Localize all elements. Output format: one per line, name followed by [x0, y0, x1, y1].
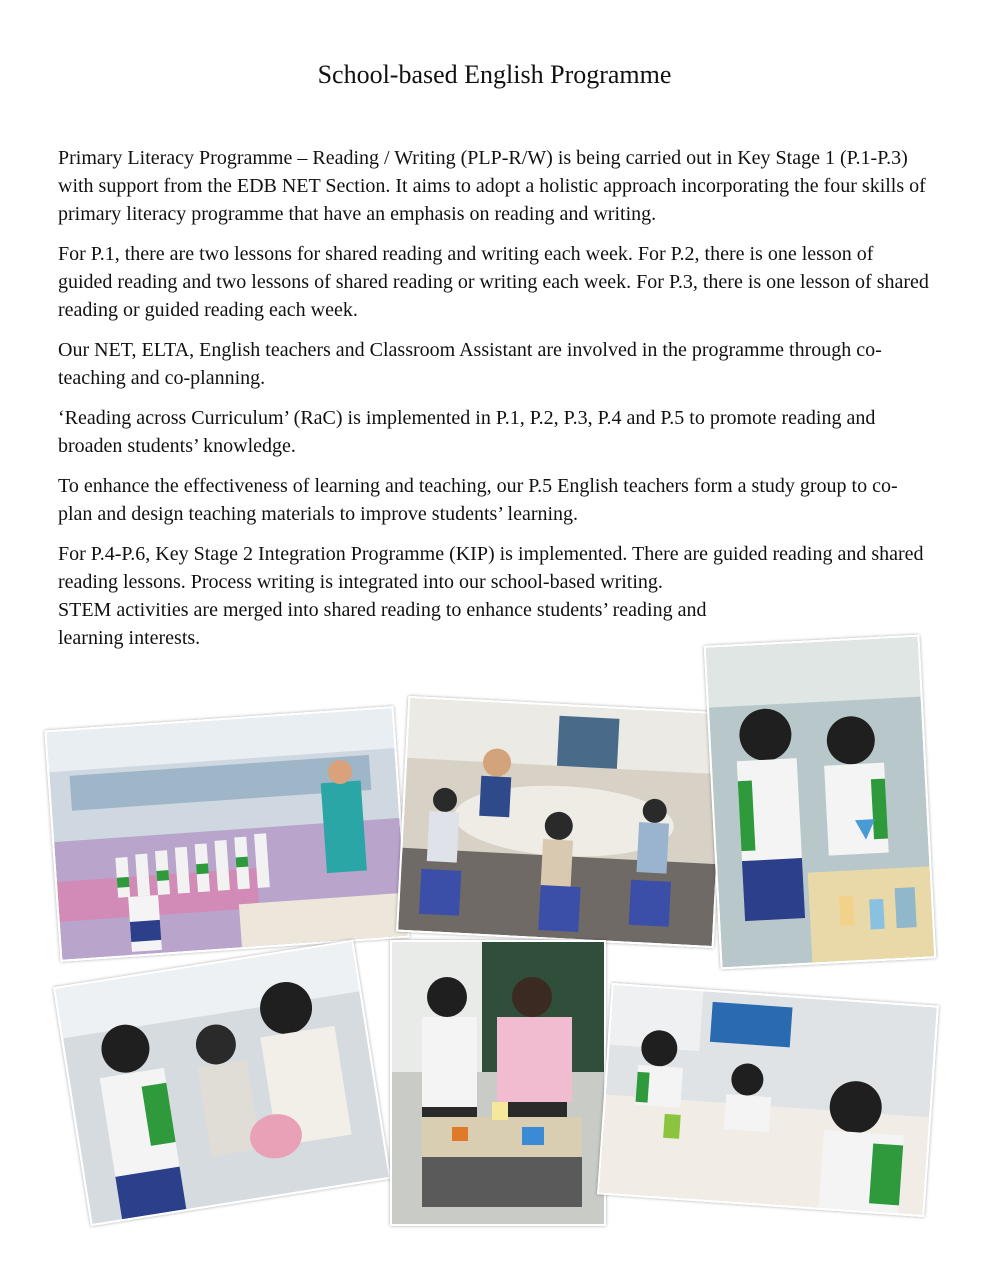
photo-classroom-assembly [44, 706, 409, 962]
page-title: School-based English Programme [317, 60, 672, 89]
paragraph-kip-main: For P.4-P.6, Key Stage 2 Integration Programme (KIP) is implemented. There are guided reading and shared reading lessons. Process writing is integrated into our school-based writing. [58, 543, 924, 593]
body-text [58, 144, 930, 664]
paragraph-rac: ‘Reading across Curriculum’ (RaC) is implemented in P.1, P.2, P.3, P.4 and P.5 to promote reading and broaden students’ knowledge. [58, 407, 876, 457]
paragraph-plp: Primary Literacy Programme – Reading / Writing (PLP-R/W) is being carried out in Key Stage 1 (P.1-P.3) with support from the EDB NET Section. It aims to adopt a holistic approach incorporating the four skills of primary literacy programme that have an emphasis on reading and writing. [58, 147, 926, 225]
photo-stem-balloon [53, 940, 391, 1227]
photo-stem-demonstration [390, 940, 606, 1226]
paragraph-lessons: For P.1, there are two lessons for shared reading and writing each week. For P.2, there is one lesson of guided reading and two lessons of shared reading or writing each week. For P.3, there is one lesson of shared reading or guided reading each week. [58, 243, 929, 321]
paragraph-kip-stem: STEM activities are merged into shared reading to enhance students’ reading and learning interests. [58, 599, 707, 649]
photo-stem-funnel [704, 635, 937, 970]
photo-guided-reading [396, 696, 726, 948]
paragraph-kip [58, 540, 930, 652]
photo-writing-lesson [597, 983, 939, 1217]
paragraph-teachers: Our NET, ELTA, English teachers and Classroom Assistant are involved in the programme through co-teaching and co-planning. [58, 339, 882, 389]
paragraph-study-group: To enhance the effectiveness of learning and teaching, our P.5 English teachers form a study group to co-plan and design teaching materials to improve students’ learning. [58, 475, 898, 525]
